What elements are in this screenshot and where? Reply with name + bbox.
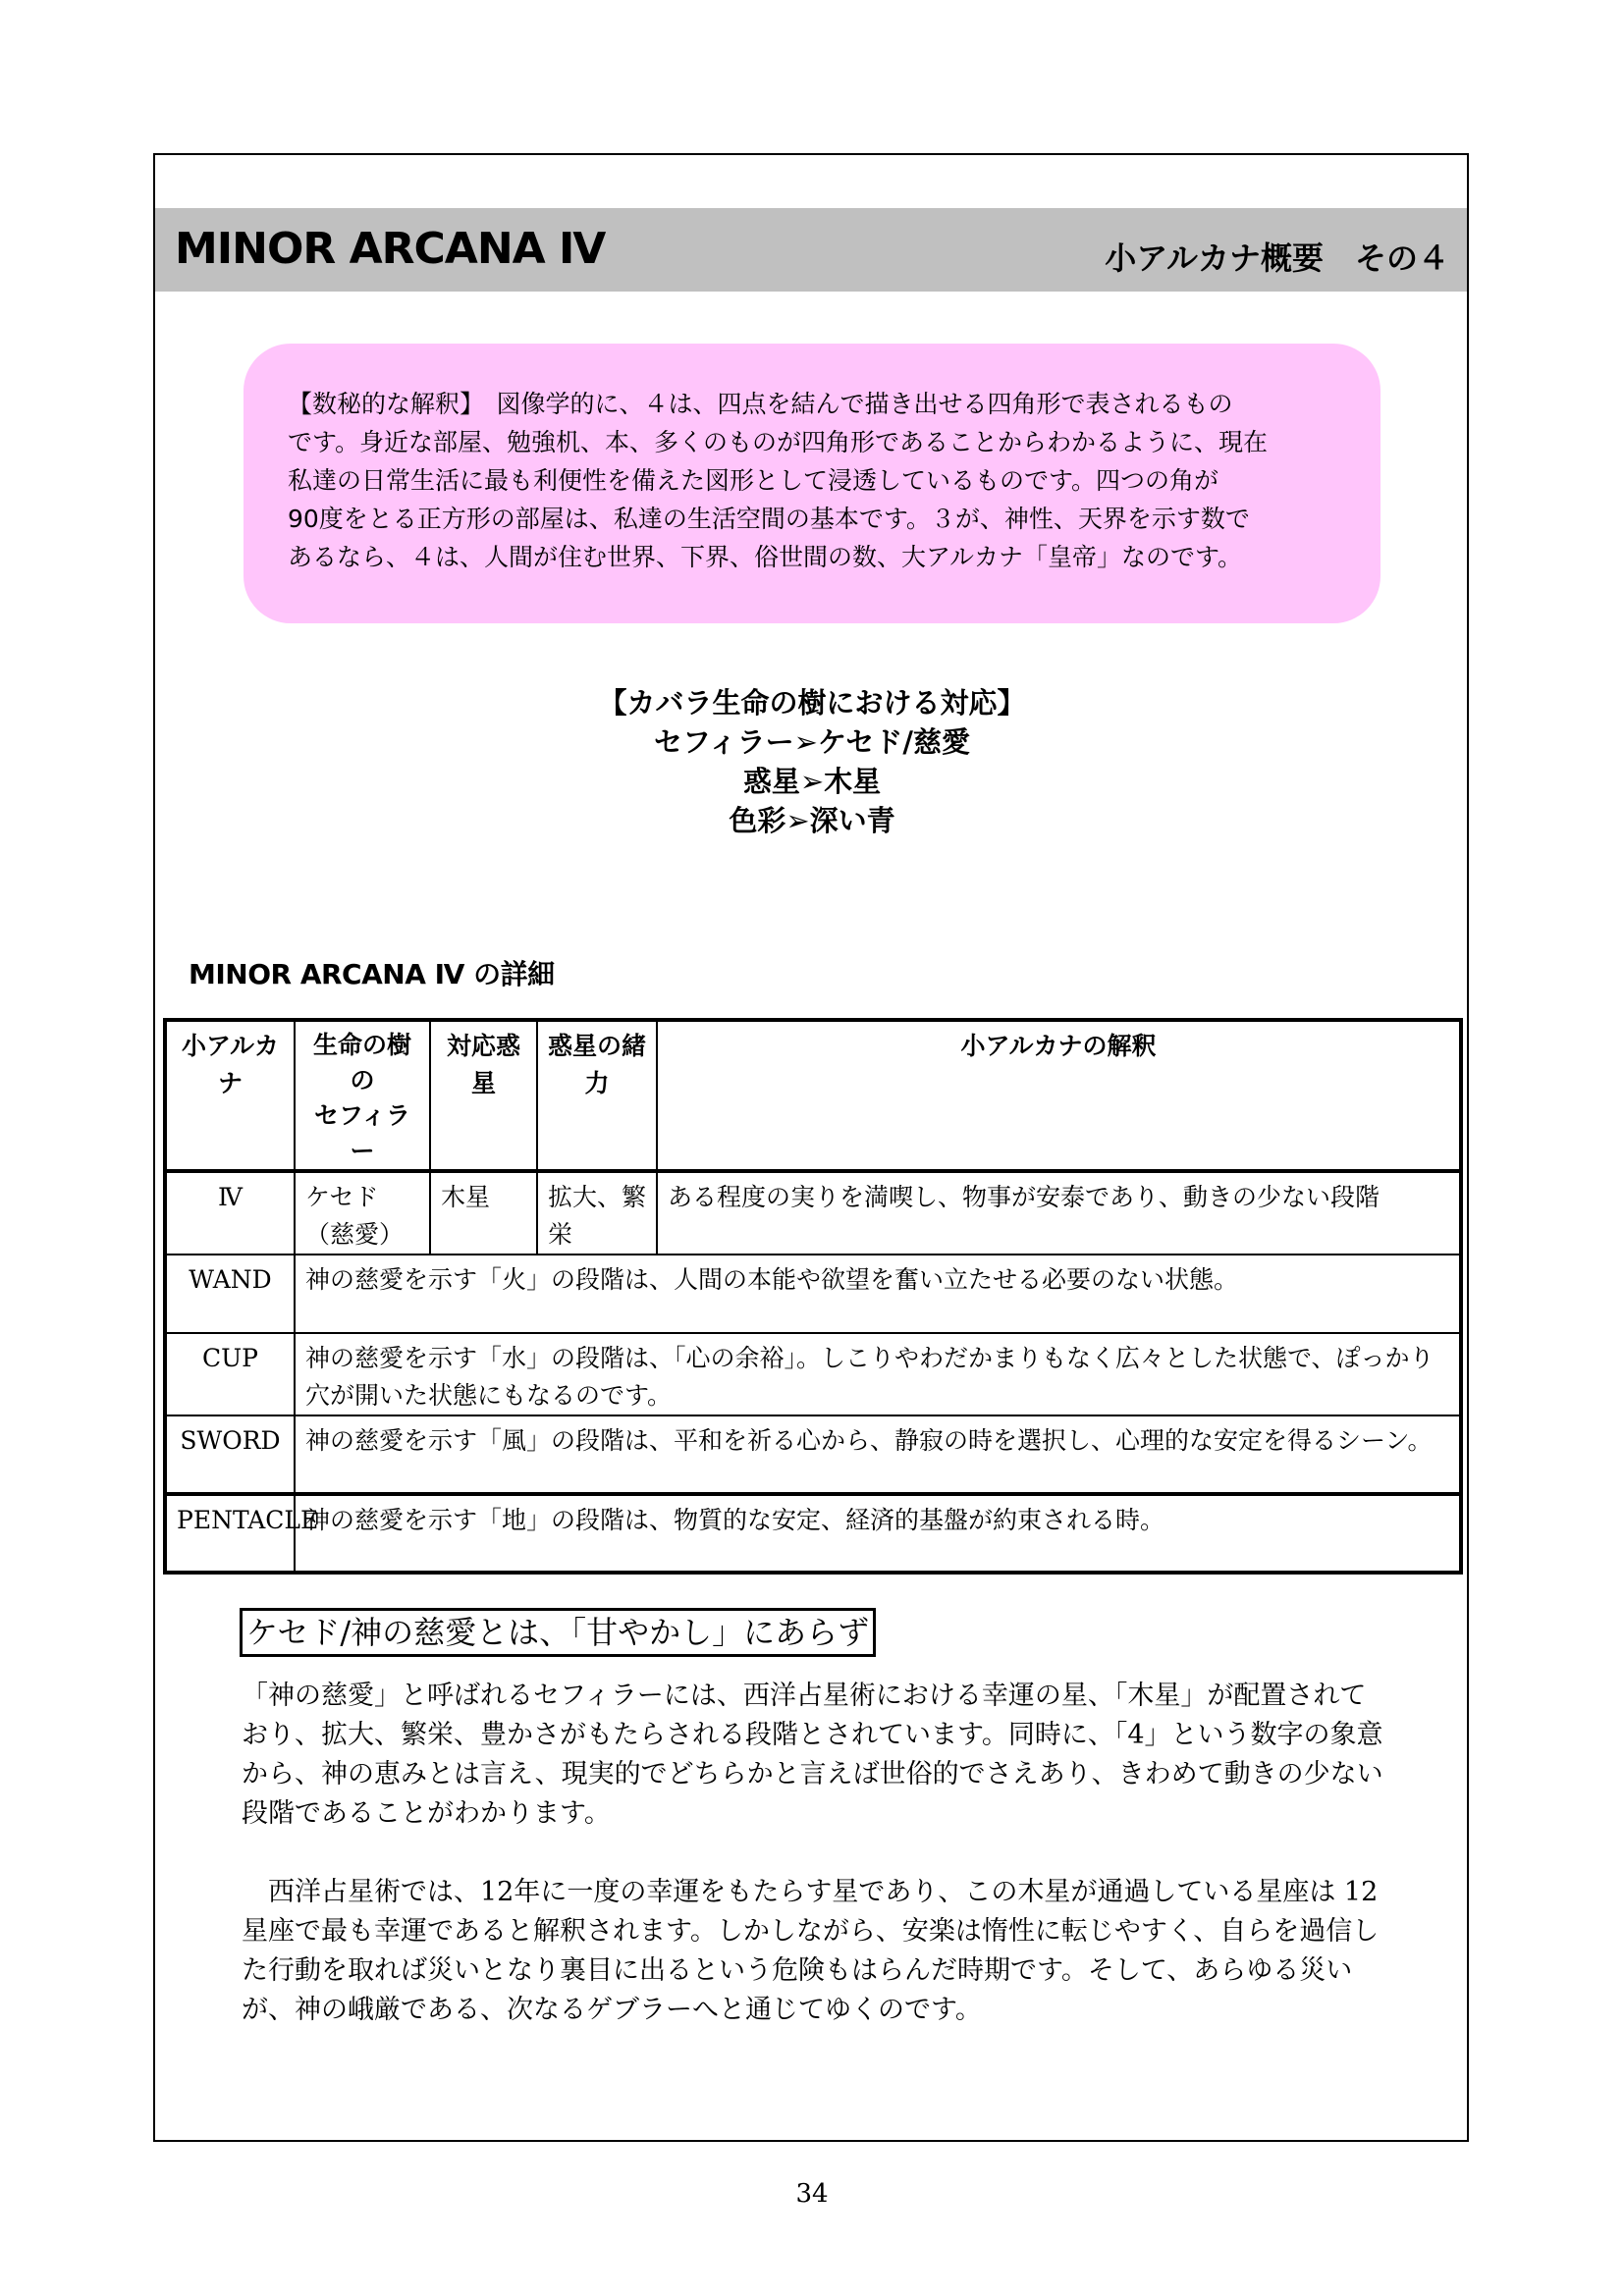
table-row-wand [165, 1255, 1461, 1333]
header-planet: 対応惑星 [430, 1020, 537, 1171]
numerology-line: です。身近な部屋、勉強机、本、多くのものが四角形であることからわかるように、現在 [288, 428, 1269, 456]
suit-name: PENTACLE [165, 1494, 295, 1573]
suit-name: CUP [165, 1333, 295, 1415]
header-sephira [295, 1020, 430, 1171]
kabbalah-correspondence [393, 683, 1231, 840]
suit-description: 神の慈愛を示す「風」の段階は、平和を祈る心から、静寂の時を選択し、心理的な安定を得るシーン。 [295, 1415, 1461, 1494]
page-title: MINOR ARCANA Ⅳ [175, 224, 606, 274]
suit-description: 神の慈愛を示す「地」の段階は、物質的な安定、経済的基盤が約束される時。 [295, 1494, 1461, 1573]
table-row-pentacle [165, 1494, 1461, 1573]
page-subtitle: 小アルカナ概要 その４ [1105, 240, 1449, 277]
detail-heading: MINOR ARCANA Ⅳ の詳細 [189, 958, 555, 990]
header-power: 惑星の緒力 [537, 1020, 657, 1171]
kabbalah-heading: 【カバラ生命の樹における対応】 [598, 686, 1026, 720]
numerology-line: あるなら、４は、人間が住む世界、下界、俗世間の数、大アルカナ「皇帝」なのです。 [288, 543, 1243, 571]
kabbalah-planet: 惑星➢木星 [742, 765, 882, 798]
suit-description: 神の慈愛を示す「火」の段階は、人間の本能や欲望を奮い立たせる必要のない状態。 [295, 1255, 1461, 1333]
cell-planet: 木星 [430, 1171, 537, 1255]
suit-description: 神の慈愛を示す「水」の段階は、「心の余裕」。しこりやわだかまりもなく広々とした状態で、ぽっかり穴が開いた状態にもなるのです。 [295, 1333, 1461, 1415]
numerology-text [288, 385, 1348, 576]
numerology-line: 【数秘的な解釈】 図像学的に、４は、四点を結んで描き出せる四角形で表されるもの [288, 390, 1233, 418]
numerology-callout [244, 344, 1380, 623]
cell-sephira-name: ケセド [305, 1183, 379, 1211]
suit-name: SWORD [165, 1415, 295, 1494]
header-minor-arcana: 小アルカナ [165, 1020, 295, 1171]
cell-sephira [295, 1171, 430, 1255]
header-banner [155, 208, 1467, 292]
essay-title: ケセド/神の慈愛とは、「甘やかし」にあらず [240, 1608, 876, 1657]
table-row-sword [165, 1415, 1461, 1494]
table-row-cup [165, 1333, 1461, 1415]
cell-sephira-meaning: （慈愛） [305, 1220, 405, 1249]
kabbalah-color: 色彩➢深い青 [729, 804, 895, 837]
header-interpretation: 小アルカナの解釈 [657, 1020, 1461, 1171]
kabbalah-sephira: セフィラー➢ケセド/慈愛 [654, 725, 970, 759]
cell-power: 拡大、繁栄 [537, 1171, 657, 1255]
essay-paragraph: 西洋占星術では、12年に一度の幸運をもたらす星であり、この木星が通過している星座は 12 星座で最も幸運であると解釈されます。しかしながら、安楽は惰性に転じやすく、自らを過信した行動を取れば災いとなり裏目に出るという危険もはらんだ時期です。そして、あらゆる災いが、神の峨厳である、次なるゲブラーへと通じてゆくのです。 [242, 1877, 1380, 2025]
table-header-row [165, 1020, 1461, 1171]
essay-paragraph: 「神の慈愛」と呼ばれるセフィラーには、西洋占星術における幸運の星、「木星」が配置されており、拡大、繁栄、豊かさがもたらされる段階とされています。同時に、「4」という数字の象意から、神の恵みとは言え、現実的でどちらかと言えば世俗的でさえあり、きわめて動きの少ない段階であることがわかります。 [242, 1681, 1383, 1829]
cell-interpretation: ある程度の実りを満喫し、物事が安泰であり、動きの少ない段階 [657, 1171, 1461, 1255]
cell-number: Ⅳ [165, 1171, 295, 1255]
table-row [165, 1171, 1461, 1255]
suit-name: WAND [165, 1255, 295, 1333]
numerology-line: 私達の日常生活に最も利便性を備えた図形として浸透しているものです。四つの角が [288, 466, 1219, 495]
detail-table [163, 1018, 1463, 1575]
numerology-line: 90度をとる正方形の部屋は、私達の生活空間の基本です。３が、神性、天界を示す数で [288, 505, 1250, 533]
header-sephira-text: 生命の樹の セフィラー [312, 1031, 411, 1165]
page-number: 34 [795, 2179, 829, 2209]
